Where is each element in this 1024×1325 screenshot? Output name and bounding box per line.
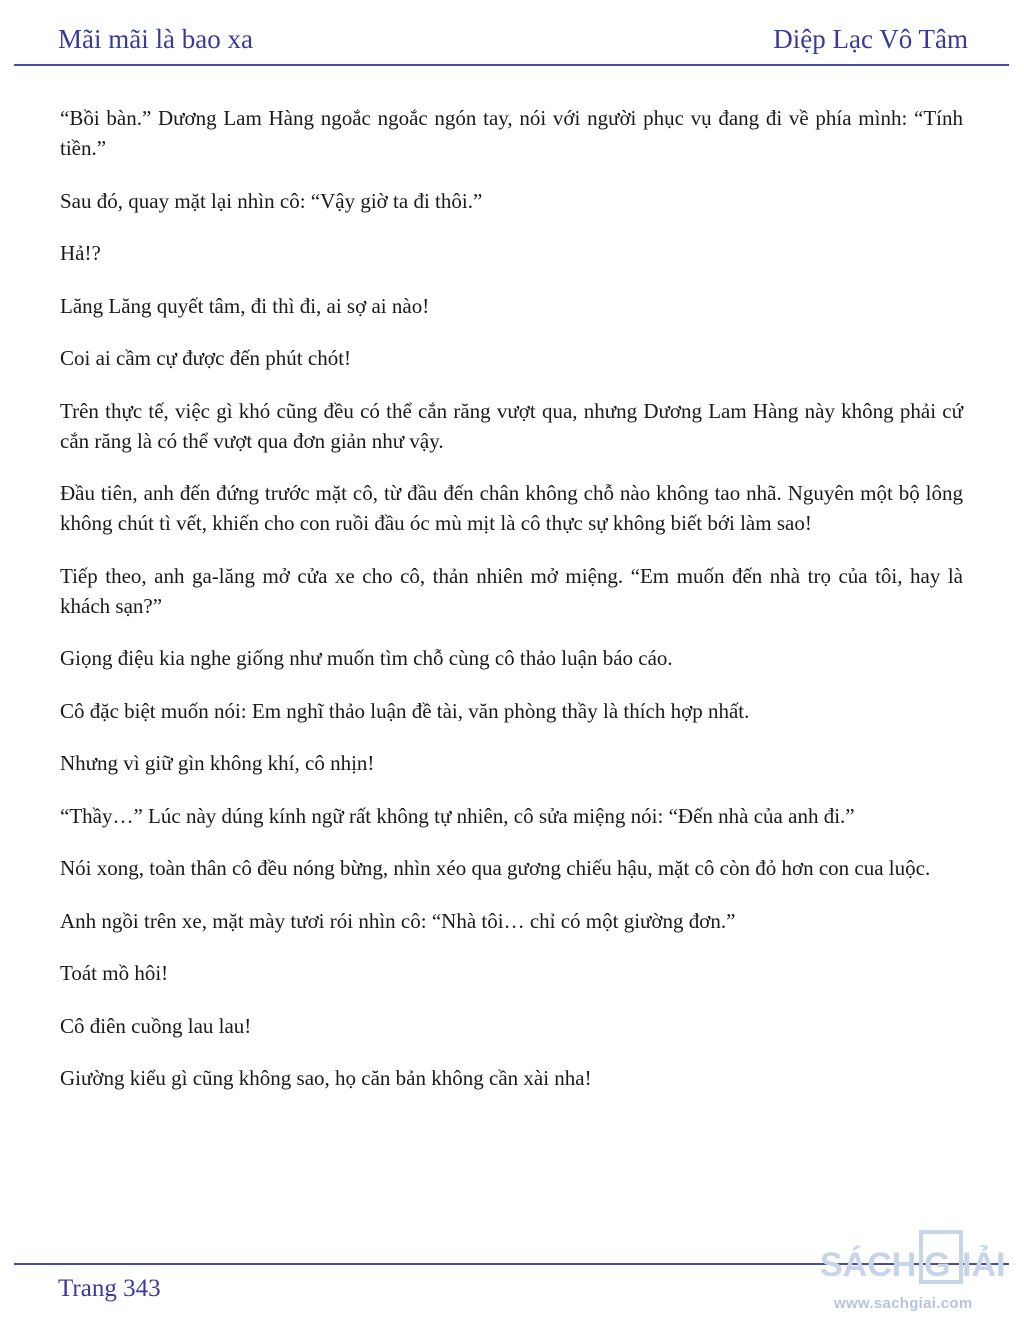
svg-text:G: G (924, 1246, 951, 1284)
paragraph: Cô điên cuồng lau lau! (60, 1013, 252, 1038)
author-name: Diệp Lạc Vô Tâm (773, 24, 968, 54)
svg-text:SÁCH: SÁCH (820, 1246, 917, 1284)
page-body (60, 103, 963, 1116)
paragraph: Đầu tiên, anh đến đứng trước mặt cô, từ đầu đến chân không chỗ nào không tao nhã. Nguyên một bộ lông không chút tì vết, khiến cho con ruồi đầu óc mù mịt là cô thực sự không biết bới làm sao! (60, 481, 963, 535)
page-header (58, 24, 968, 62)
paragraph: Anh ngồi trên xe, mặt mày tươi rói nhìn cô: “Nhà tôi… chỉ có một giường đơn.” (60, 908, 736, 933)
watermark-url: www.sachgiai.com (834, 1295, 973, 1312)
book-title: Mãi mãi là bao xa (58, 24, 253, 54)
sachgiai-logo (820, 1228, 1020, 1288)
paragraph: Cô đặc biệt muốn nói: Em nghĩ thảo luận đề tài, văn phòng thầy là thích hợp nhất. (60, 698, 750, 723)
paragraph: Toát mồ hôi! (60, 961, 169, 985)
paragraph: “Bồi bàn.” Dương Lam Hàng ngoắc ngoắc ngón tay, nói với người phục vụ đang đi về phía mình: “Tính tiền.” (60, 106, 963, 160)
paragraph: Nói xong, toàn thân cô đều nóng bừng, nhìn xéo qua gương chiếu hậu, mặt cô còn đỏ hơn con cua luộc. (60, 856, 931, 880)
paragraph: Lăng Lăng quyết tâm, đi thì đi, ai sợ ai nào! (60, 293, 430, 318)
paragraph: Giọng điệu kia nghe giống như muốn tìm chỗ cùng cô thảo luận báo cáo. (60, 646, 673, 670)
paragraph: Tiếp theo, anh ga-lăng mở cửa xe cho cô, thản nhiên mở miệng. “Em muốn đến nhà trọ của tôi, hay là khách sạn?” (60, 563, 963, 618)
paragraph: Hả!? (60, 241, 101, 265)
header-divider (14, 64, 1009, 66)
page-number: Trang 343 (58, 1275, 161, 1302)
paragraph: Sau đó, quay mặt lại nhìn cô: “Vậy giờ ta đi thôi.” (60, 188, 483, 213)
paragraph: “Thầy…” Lúc này dúng kính ngữ rất không tự nhiên, cô sửa miệng nói: “Đến nhà của anh đi.” (60, 803, 855, 828)
paragraph: Coi ai cầm cự được đến phút chót! (60, 346, 352, 370)
svg-text:IẢI: IẢI (962, 1246, 1006, 1284)
sachgiai-watermark (820, 1228, 1020, 1320)
paragraph: Nhưng vì giữ gìn không khí, cô nhịn! (60, 751, 375, 775)
paragraph: Trên thực tế, việc gì khó cũng đều có thể cắn răng vượt qua, nhưng Dương Lam Hàng này không phải cứ cắn răng là có thể vượt qua đơn giản như vậy. (60, 398, 963, 453)
paragraph: Giường kiểu gì cũng không sao, họ căn bản không cần xài nha! (60, 1066, 592, 1090)
